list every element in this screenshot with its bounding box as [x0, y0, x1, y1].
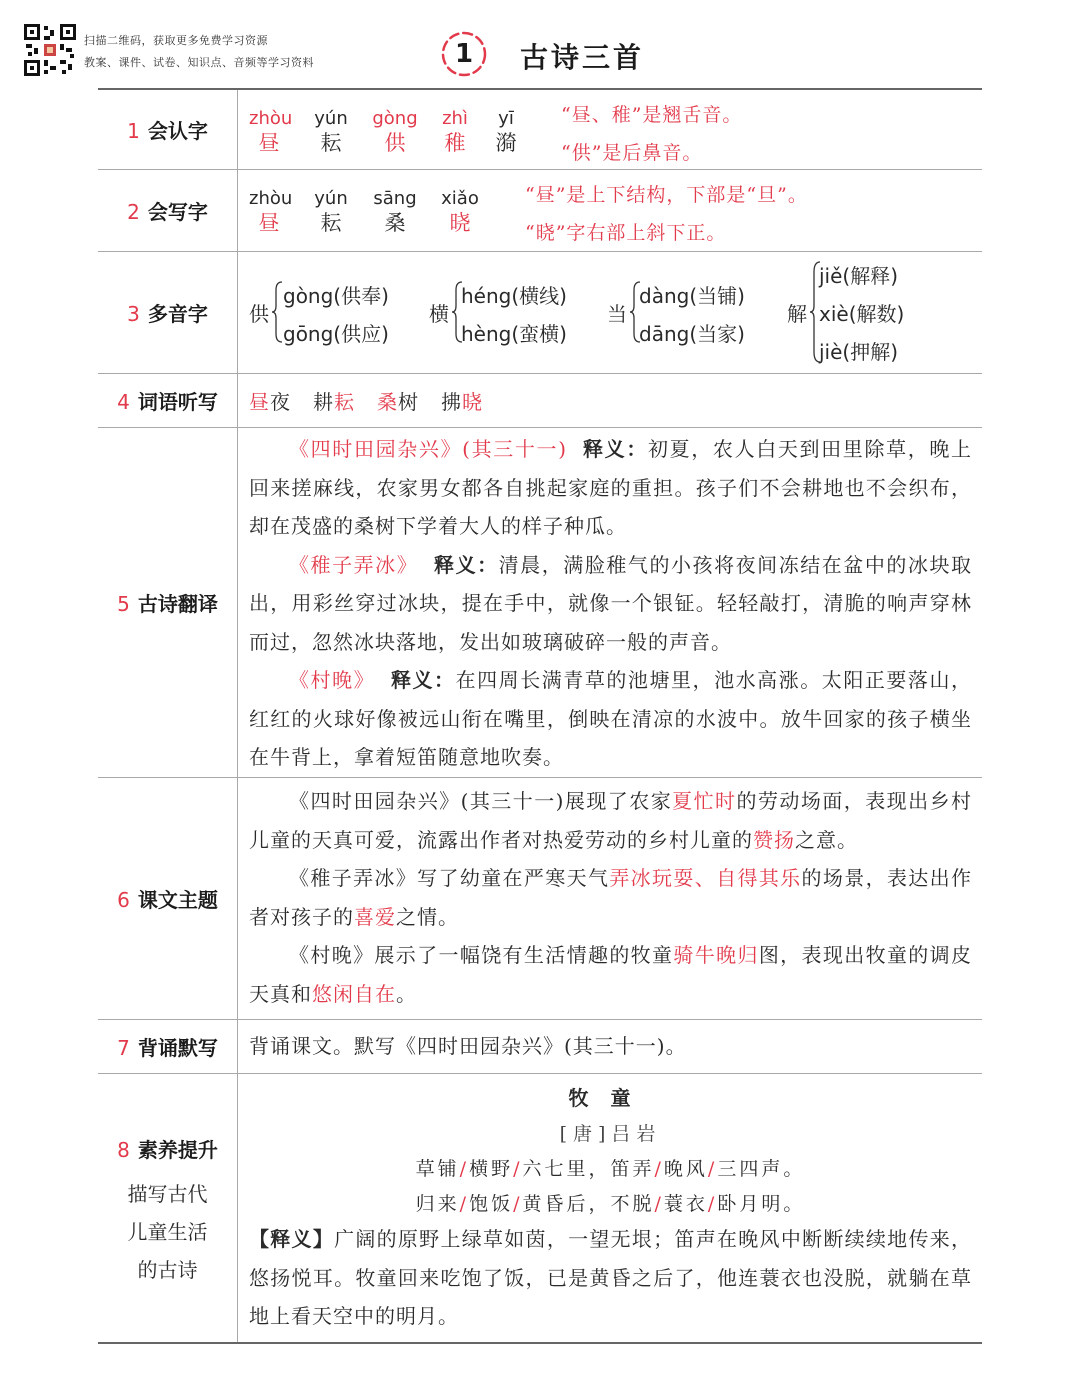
row-recognize-chars	[98, 88, 982, 170]
hanzi: 耘	[320, 131, 342, 155]
row-recite	[98, 1020, 982, 1074]
poly-reading-b: dāng(当家)	[639, 322, 745, 346]
char-item	[249, 108, 293, 156]
row-label	[98, 170, 238, 251]
hanzi: 昼	[258, 211, 280, 235]
poly-reading-a: gòng(供奉)	[283, 284, 389, 308]
key-label: 释义：	[583, 437, 648, 461]
translation-paragraph	[249, 661, 972, 777]
row-number: 4	[117, 390, 130, 414]
hanzi: 供	[384, 131, 406, 155]
poly-char: 横	[429, 302, 449, 326]
writing-note-1: “昼”是上下结构，下部是“旦”。	[525, 184, 808, 206]
row-content	[239, 1074, 982, 1342]
pinyin: zhì	[442, 108, 468, 129]
row-content	[239, 778, 982, 1018]
char-item	[435, 108, 475, 156]
poem-segment: 六七里，笛弄	[522, 1158, 655, 1180]
word-plain-char: 树	[398, 389, 419, 414]
header-tagline-2: 教案、课件、试卷、知识点、音频等学习资料	[84, 56, 314, 69]
row-dictation	[98, 374, 982, 428]
sublabel-line: 的古诗	[137, 1257, 198, 1282]
row-polyphonic	[98, 252, 982, 374]
row-number: 7	[117, 1036, 130, 1060]
lesson-number: 1	[454, 39, 474, 69]
row-label	[98, 252, 238, 373]
pronunciation-note-1: “昼、稚”是翘舌音。	[561, 104, 743, 126]
char-item	[439, 188, 481, 236]
char-item	[371, 188, 419, 236]
row-content	[239, 1020, 982, 1072]
hanzi: 耘	[320, 211, 342, 235]
row-number: 3	[127, 302, 140, 326]
pinyin: xiǎo	[441, 188, 479, 209]
poly-char: 供	[249, 302, 269, 326]
row-enrichment	[98, 1074, 982, 1344]
translation-text: 清晨，满脸稚气的小孩将夜间冻结在盆中的冰块取出，用彩丝穿过冰块，提在手中，就像一个银钲。轻轻敲打，清脆的响声穿林而过，忽然冰块落地，发出如玻璃破碎一般的声音。	[249, 552, 973, 654]
dictation-word	[249, 386, 291, 415]
poem-segment: 横野	[469, 1158, 514, 1180]
poem-ref: 《村晚》	[289, 668, 376, 692]
word-plain-char: 拂	[441, 389, 462, 414]
translation-text: 在四周长满青草的池塘里，池水高涨。太阳正要落山，红红的火球好像被远山衔在嘴里，倒映在清凉的水波中。放牛回家的孩子横坐在牛背上，拿着短笛随意地吹奏。	[249, 668, 973, 769]
sublabel-line: 描写古代	[127, 1181, 208, 1206]
row-content	[239, 252, 982, 372]
row-title: 背诵默写	[137, 1036, 218, 1060]
row-content	[239, 90, 982, 170]
row-title: 课文主题	[137, 888, 218, 912]
poem-ref: 《稚子弄冰》	[289, 552, 419, 577]
hanzi: 稚	[444, 131, 466, 155]
recite-text: 背诵课文。默写《四时田园杂兴》(其三十一)。	[249, 1033, 687, 1058]
row-content	[239, 374, 982, 426]
row-title: 多音字	[147, 302, 208, 326]
poem-line: 草铺/横野/六七里，笛弄/晚风/三四声。	[415, 1158, 806, 1180]
brace-icon	[271, 280, 283, 344]
page-header	[0, 0, 1080, 90]
dictation-word	[377, 386, 419, 415]
study-sheet-table	[98, 88, 982, 1344]
poly-reading-a: jiě(解释)	[819, 264, 899, 288]
dictation-word	[313, 386, 355, 415]
translation-text: 初夏，农人白天到田里除草，晚上回来搓麻线，农家男女都各自挑起家庭的重担。孩子们不会耕地也不会织布，却在茂盛的桑树下学着大人的样子种瓜。	[249, 437, 973, 538]
poem-title: 牧童	[568, 1086, 653, 1110]
row-content	[239, 170, 982, 250]
poem-segment: 草铺	[415, 1158, 460, 1180]
poly-char: 解	[787, 302, 807, 326]
theme-text: 。	[396, 981, 417, 1006]
theme-paragraph	[249, 782, 972, 859]
key-label: 释义：	[390, 668, 456, 692]
writing-note-2: “晓”字右部上斜下正。	[525, 222, 727, 244]
explanation-text: 广阔的原野上绿草如茵，一望无垠；笛声在晚风中断断续续地传来，悠扬悦耳。牧童回来吃饱了饭，已是黄昏之后了，他连蓑衣也没脱，就躺在草地上看天空中的明月。	[249, 1227, 973, 1328]
theme-text: 之意。	[795, 827, 858, 852]
header-tagline-1: 扫描二维码，获取更多免费学习资源	[84, 34, 268, 47]
poly-reading-b: hèng(蛮横)	[461, 322, 567, 346]
char-item	[491, 108, 521, 156]
row-number: 8	[117, 1137, 130, 1162]
theme-keyword: 夏忙时	[672, 789, 737, 813]
word-red-char: 耘	[334, 389, 355, 414]
theme-keyword: 赞扬	[753, 827, 795, 852]
pinyin: yún	[314, 188, 348, 209]
row-title: 素养提升	[137, 1137, 218, 1162]
row-title: 会认字	[147, 119, 208, 143]
theme-keyword: 弄冰玩耍	[609, 866, 695, 890]
word-red-char: 桑	[377, 389, 398, 414]
poem-segment: 黄昏后，不脱	[522, 1193, 655, 1215]
hanzi: 桑	[384, 211, 406, 235]
theme-keyword: 悠闲自在	[312, 981, 396, 1006]
theme-text: 《村晚》展示了一幅饶有生活情趣的牧童	[289, 943, 674, 967]
row-label	[98, 374, 238, 427]
word-red-char: 晓	[462, 389, 483, 414]
row-label	[98, 428, 238, 777]
theme-text: 《稚子弄冰》写了幼童在严寒天气	[289, 866, 610, 890]
hanzi: 漪	[495, 131, 517, 155]
poem-explanation	[249, 1220, 972, 1336]
row-label	[98, 90, 238, 169]
row-sublabel	[128, 1175, 208, 1283]
row-theme	[98, 778, 982, 1020]
char-item	[249, 188, 293, 236]
row-number: 6	[117, 888, 130, 912]
poem-author: [唐]吕岩	[559, 1123, 662, 1145]
poem-line: 归来/饱饭/黄昏后，不脱/蓑衣/卧月明。	[415, 1193, 806, 1215]
theme-text: 的劳动场面，表现出乡村儿童的天真可爱，流露出作者对热爱劳动的乡村儿童的	[249, 789, 973, 852]
poem-segment: 卧月明。	[717, 1193, 806, 1215]
row-number: 1	[127, 119, 140, 143]
row-label	[98, 1074, 238, 1342]
theme-text: 《四时田园杂兴》(其三十一)展现了农家	[289, 789, 673, 813]
poem-segment: 归来	[415, 1193, 460, 1215]
poly-char: 当	[607, 302, 627, 326]
char-item	[311, 108, 351, 156]
row-content	[239, 428, 982, 776]
sublabel-line: 儿童生活	[127, 1219, 208, 1244]
poem-ref: 《四时田园杂兴》(其三十一)	[289, 437, 568, 461]
pinyin: gòng	[372, 108, 418, 129]
poly-reading-a: héng(横线)	[461, 284, 567, 308]
row-title: 古诗翻译	[137, 592, 218, 616]
dictation-word	[441, 386, 483, 415]
word-plain-char: 夜	[270, 389, 291, 414]
row-label	[98, 778, 238, 1019]
word-plain-char: 耕	[313, 389, 334, 414]
row-number: 5	[117, 592, 130, 616]
word-red-char: 昼	[249, 389, 270, 414]
theme-text: 、	[694, 866, 717, 890]
theme-text: 的场景，表达出作者对孩子的	[249, 866, 973, 929]
theme-keyword: 骑牛晚归	[673, 943, 759, 967]
row-label	[98, 1020, 238, 1073]
pronunciation-note-2: “供”是后鼻音。	[561, 142, 703, 164]
theme-keyword: 自得其乐	[716, 866, 802, 890]
poem-segment: 蓑衣	[663, 1193, 708, 1215]
key-label: 【释义】	[249, 1227, 335, 1251]
row-title: 会写字	[147, 200, 208, 224]
row-title: 词语听写	[137, 390, 218, 414]
pinyin: sāng	[373, 188, 417, 209]
row-write-chars	[98, 170, 982, 252]
pinyin: yī	[498, 108, 514, 129]
char-item	[371, 108, 419, 156]
poem-segment: 饱饭	[469, 1193, 514, 1215]
poly-reading-b: xiè(解数)	[819, 302, 905, 326]
poly-reading-b: gōng(供应)	[283, 322, 389, 346]
poly-reading-a: dàng(当铺)	[639, 284, 745, 308]
poem-segment: 晚风	[663, 1158, 708, 1180]
theme-text: 之情。	[396, 904, 459, 929]
pinyin: yún	[314, 108, 348, 129]
key-label: 释义：	[434, 552, 499, 577]
theme-keyword: 喜爱	[354, 904, 396, 929]
char-item	[311, 188, 351, 236]
theme-paragraph	[249, 936, 972, 1013]
translation-paragraph	[249, 430, 972, 546]
qr-code-icon[interactable]	[24, 24, 76, 76]
theme-text: 图，表现出牧童的调皮天真和	[249, 943, 973, 1006]
hanzi: 昼	[258, 131, 280, 155]
row-number: 2	[127, 200, 140, 224]
page-title: 古诗三首	[520, 41, 645, 74]
pinyin: zhòu	[249, 108, 293, 129]
row-translation	[98, 428, 982, 778]
poem-segment: 三四声。	[717, 1158, 806, 1180]
hanzi: 晓	[449, 211, 471, 235]
theme-paragraph	[249, 859, 972, 936]
translation-paragraph	[249, 546, 972, 662]
poly-reading-c: jiè(押解)	[819, 340, 899, 364]
pinyin: zhòu	[249, 188, 293, 209]
